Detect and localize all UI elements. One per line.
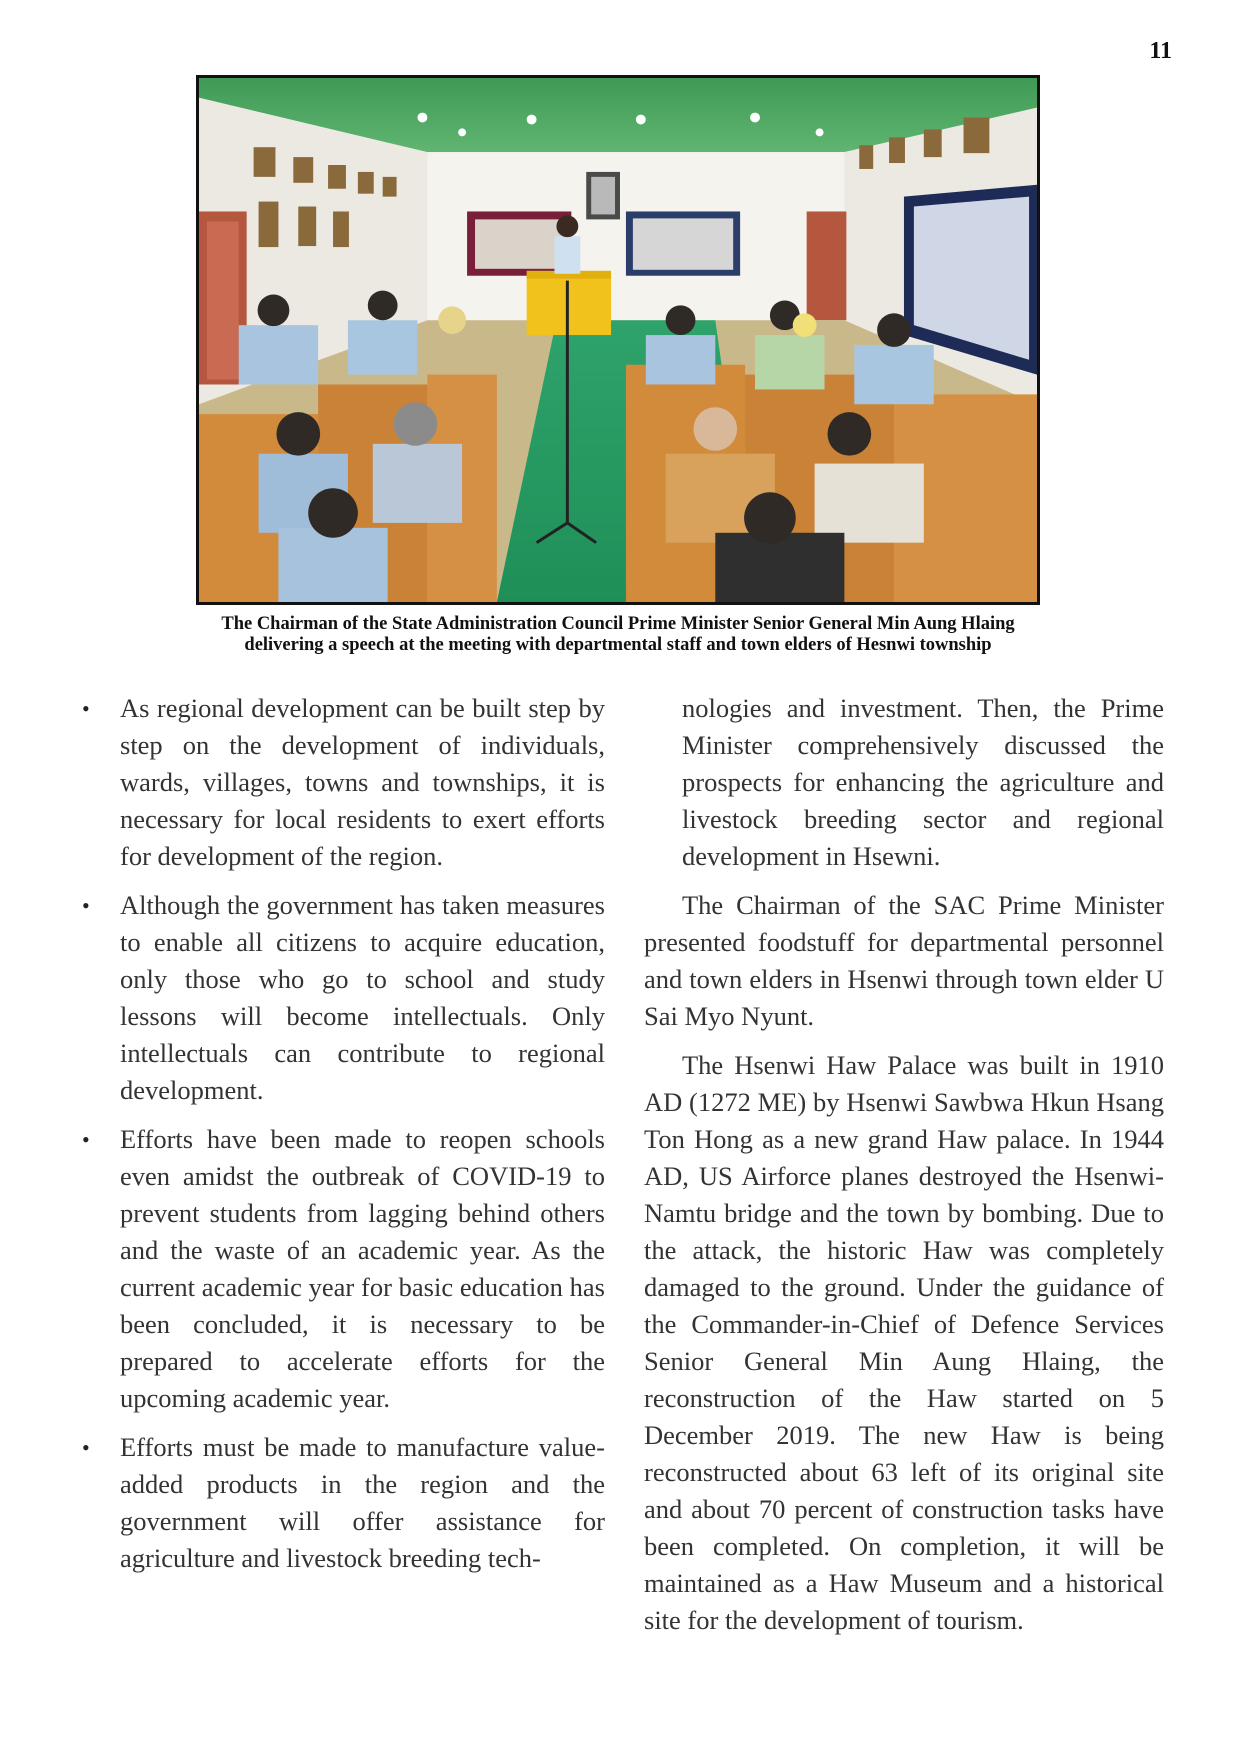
bullet-text: Although the government has taken measures to enable all citizens to acquire education, only those who go to school and study lessons will become intellectuals. Only intellectuals can contribute to regional development. <box>120 890 605 1105</box>
bullet-item <box>80 1429 605 1577</box>
page-number: 11 <box>1149 38 1172 64</box>
body-paragraph: The Hsenwi Haw Palace was built in 1910 AD (1272 ME) by Hsenwi Sawbwa Hkun Hsang Ton Hong as a new grand Haw palace. In 1944 AD, US Airforce planes destroyed the Hsenwi-Namtu bridge and the town by bombing. Due to the attack, the historic Haw was completely damaged to the ground. Under the guidance of the Commander-in-Chief of Defence Services Senior General Min Aung Hlaing, the reconstruction of the Haw started on 5 December 2019. The new Haw is being reconstructed about 63 left of its original site and about 70 percent of construction tasks have been completed. On completion, it will be maintained as a Haw Museum and a historical site for the development of tourism. <box>644 1050 1164 1635</box>
bullet-list <box>80 690 605 1577</box>
photo-caption: The Chairman of the State Administration Council Prime Minister Senior General Min Aung Hlaing delivering a speech at the meeting with departmental staff and town elders of Hesnwi township <box>221 614 1015 655</box>
bullet-icon: • <box>82 1127 90 1152</box>
bullet-item <box>80 1121 605 1417</box>
bullet-text: Efforts have been made to reopen schools even amidst the outbreak of COVID-19 to prevent students from lagging behind others and the waste of an academic year. As the current academic year for basic education has been concluded, it is necessary to be prepared to accelerate efforts for the upcoming academic year. <box>120 1124 605 1413</box>
continuation-paragraph: nologies and investment. Then, the Prime Minister comprehensively discussed the prospects for enhancing the agriculture and livestock breeding sector and regional development in Hsewni. <box>682 693 1164 871</box>
bullet-item <box>80 690 605 875</box>
bullet-text: Efforts must be made to manufacture value-added products in the region and the government will offer assistance for agriculture and livestock breeding tech- <box>120 1432 605 1573</box>
body-paragraph: The Chairman of the SAC Prime Minister presented foodstuff for departmental personnel and town elders in Hsenwi through town elder U Sai Myo Nyunt. <box>644 890 1164 1031</box>
bullet-item <box>80 887 605 1109</box>
meeting-photo-illustration <box>199 78 1037 602</box>
bullet-icon: • <box>82 893 90 918</box>
bullet-icon: • <box>82 1435 90 1460</box>
bullet-text: As regional development can be built step by step on the development of individuals, wards, villages, towns and townships, it is necessary for local residents to exert efforts for development of the region. <box>120 693 605 871</box>
right-column <box>644 690 1164 1651</box>
left-column <box>80 690 605 1589</box>
meeting-photo <box>196 75 1040 605</box>
bullet-icon: • <box>82 696 90 721</box>
